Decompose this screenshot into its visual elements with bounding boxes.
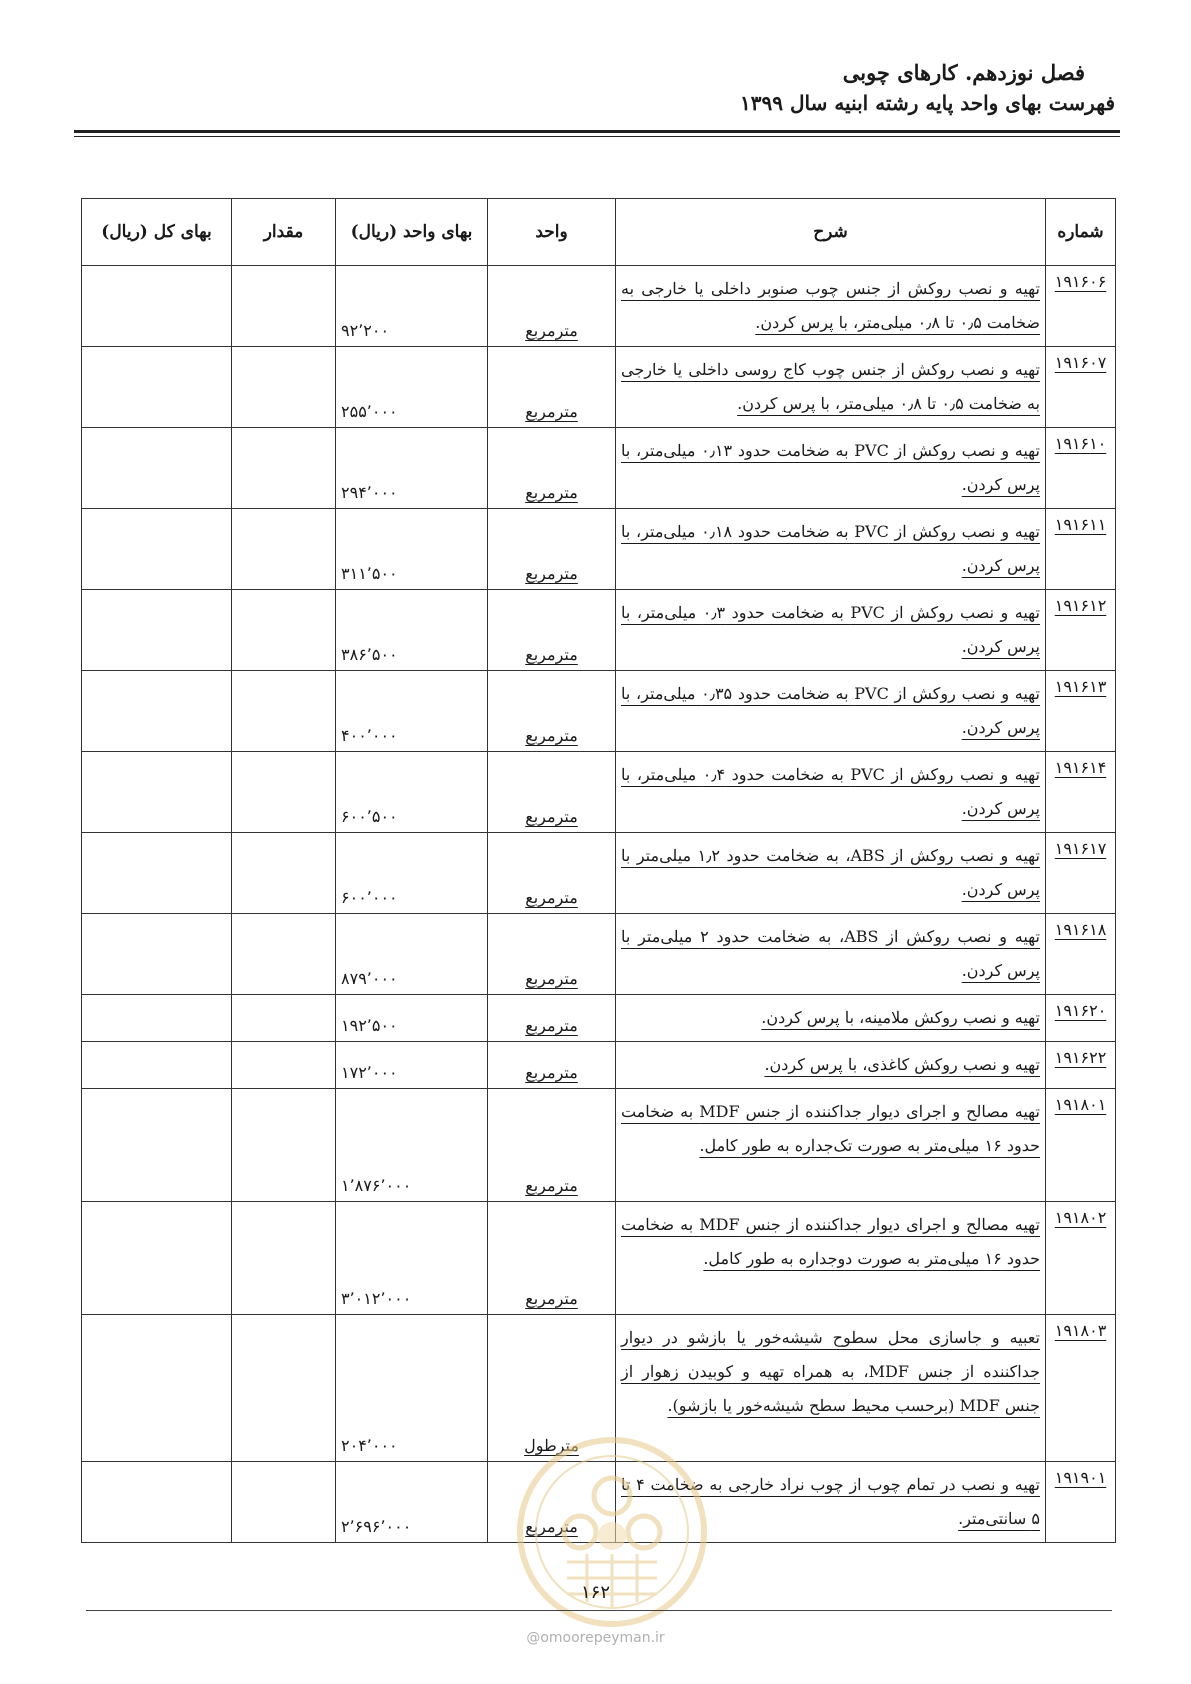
- item-unit-price: ۴۰۰٬۰۰۰: [336, 671, 488, 752]
- item-unit: مترمربع: [525, 321, 578, 340]
- item-unit-price: ۸۷۹٬۰۰۰: [336, 914, 488, 995]
- cell-description: [616, 266, 1046, 347]
- header-rule-thin: [74, 136, 1120, 137]
- cell-unit: [488, 1042, 616, 1089]
- item-description: تهیه مصالح و اجرای دیوار جداکننده از جنس MDF به ضخامت حدود ۱۶ میلی‌متر به صورت تک‌جداره به طور کامل.: [621, 1102, 1040, 1155]
- cell-description: [616, 1042, 1046, 1089]
- item-code: ۱۹۱۶۱۱: [1054, 515, 1107, 534]
- cell-code: [1046, 833, 1116, 914]
- price-list-title: فهرست بهای واحد پایه رشته ابنیه سال ۱۳۹۹: [740, 91, 1115, 115]
- cell-code: [1046, 590, 1116, 671]
- cell-description: [616, 1202, 1046, 1315]
- item-code: ۱۹۱۹۰۱: [1054, 1468, 1107, 1487]
- item-description: تهیه و نصب روکش از PVC به ضخامت حدود ۰٫۱۸ میلی‌متر، با پرس کردن.: [621, 522, 1041, 575]
- item-total-price: [82, 1202, 232, 1315]
- cell-code: [1046, 671, 1116, 752]
- table-row: [82, 833, 1116, 914]
- cell-unit: [488, 833, 616, 914]
- table-header-row: [82, 199, 1116, 266]
- item-quantity: [232, 347, 336, 428]
- item-total-price: [82, 1462, 232, 1543]
- item-description: تهیه و نصب روکش از ABS، به ضخامت حدود ۱٫۲ میلی‌متر با پرس کردن.: [621, 846, 1041, 899]
- column-header-description: شرح: [616, 199, 1046, 266]
- cell-unit: [488, 1202, 616, 1315]
- item-unit-price: ۱۹۲٬۵۰۰: [336, 995, 488, 1042]
- footer-rule: [86, 1610, 1112, 1611]
- item-unit: مترطول: [524, 1436, 579, 1455]
- item-description: تهیه و نصب روکش از جنس چوب صنوبر داخلی یا خارجی به ضخامت ۰٫۵ تا ۰٫۸ میلی‌متر، با پرس کردن.: [621, 279, 1040, 332]
- cell-description: [616, 428, 1046, 509]
- column-header-total-price: بهای کل (ریال): [82, 199, 232, 266]
- item-quantity: [232, 266, 336, 347]
- table-row: [82, 428, 1116, 509]
- table-row: [82, 590, 1116, 671]
- cell-code: [1046, 347, 1116, 428]
- item-code: ۱۹۱۸۰۳: [1054, 1321, 1107, 1340]
- item-total-price: [82, 752, 232, 833]
- item-unit: مترمربع: [525, 726, 578, 745]
- item-unit: مترمربع: [525, 483, 578, 502]
- cell-unit: [488, 914, 616, 995]
- cell-code: [1046, 752, 1116, 833]
- item-unit: مترمربع: [525, 1016, 578, 1035]
- item-total-price: [82, 1089, 232, 1202]
- column-header-unit: واحد: [488, 199, 616, 266]
- website-link[interactable]: @omoorepeyman.ir: [526, 1630, 665, 1646]
- cell-code: [1046, 1202, 1116, 1315]
- item-description: تهیه و نصب روکش از PVC به ضخامت حدود ۰٫۳ میلی‌متر، با پرس کردن.: [621, 603, 1041, 656]
- item-unit-price: ۳٬۰۱۲٬۰۰۰: [336, 1202, 488, 1315]
- table-row: [82, 752, 1116, 833]
- cell-unit: [488, 509, 616, 590]
- cell-code: [1046, 1089, 1116, 1202]
- item-description: تعبیه و جاسازی محل سطوح شیشه‌خور یا بازشو در دیوار جداکننده از جنس MDF، به همراه تهیه و کوبیدن زهوار از جنس MDF (برحسب محیط سطح شیشه‌خور یا بازشو).: [621, 1328, 1041, 1415]
- item-total-price: [82, 1315, 232, 1462]
- item-quantity: [232, 671, 336, 752]
- item-total-price: [82, 509, 232, 590]
- item-code: ۱۹۱۶۱۳: [1054, 677, 1107, 696]
- item-unit: مترمربع: [525, 1517, 578, 1536]
- cell-unit: [488, 590, 616, 671]
- column-header-code: شماره: [1046, 199, 1116, 266]
- item-description: تهیه و نصب روکش از جنس چوب کاج روسی داخلی یا خارجی به ضخامت ۰٫۵ تا ۰٫۸ میلی‌متر، با پرس کردن.: [621, 360, 1040, 413]
- item-total-price: [82, 428, 232, 509]
- cell-code: [1046, 509, 1116, 590]
- item-total-price: [82, 590, 232, 671]
- column-header-quantity: مقدار: [232, 199, 336, 266]
- cell-code: [1046, 1462, 1116, 1543]
- cell-code: [1046, 914, 1116, 995]
- item-code: ۱۹۱۶۰۷: [1054, 353, 1107, 372]
- item-unit-price: ۳۱۱٬۵۰۰: [336, 509, 488, 590]
- item-unit: مترمربع: [525, 1176, 578, 1195]
- item-quantity: [232, 590, 336, 671]
- table-row: [82, 347, 1116, 428]
- item-unit: مترمربع: [525, 807, 578, 826]
- table-row: [82, 914, 1116, 995]
- table-row: [82, 509, 1116, 590]
- item-code: ۱۹۱۸۰۱: [1054, 1095, 1107, 1114]
- cell-description: [616, 509, 1046, 590]
- item-unit: مترمربع: [525, 888, 578, 907]
- cell-unit: [488, 671, 616, 752]
- item-description: تهیه و نصب روکش از PVC به ضخامت حدود ۰٫۳۵ میلی‌متر، با پرس کردن.: [621, 684, 1041, 737]
- item-total-price: [82, 1042, 232, 1089]
- item-total-price: [82, 833, 232, 914]
- item-total-price: [82, 671, 232, 752]
- item-quantity: [232, 995, 336, 1042]
- cell-description: [616, 1089, 1046, 1202]
- chapter-title: فصل نوزدهم. کارهای چوبی: [842, 60, 1085, 85]
- cell-unit: [488, 347, 616, 428]
- item-quantity: [232, 509, 336, 590]
- item-unit-price: ۱۷۲٬۰۰۰: [336, 1042, 488, 1089]
- table-row: [82, 995, 1116, 1042]
- item-code: ۱۹۱۶۱۷: [1054, 839, 1107, 858]
- item-quantity: [232, 914, 336, 995]
- item-description: تهیه و نصب روکش از PVC به ضخامت حدود ۰٫۱۳ میلی‌متر، با پرس کردن.: [621, 441, 1041, 494]
- item-unit: مترمربع: [525, 1289, 578, 1308]
- item-code: ۱۹۱۸۰۲: [1054, 1208, 1107, 1227]
- item-code: ۱۹۱۶۱۸: [1054, 920, 1107, 939]
- cell-description: [616, 752, 1046, 833]
- item-total-price: [82, 347, 232, 428]
- item-unit: مترمربع: [525, 402, 578, 421]
- price-table: [81, 198, 1116, 1543]
- item-unit-price: ۲۰۴٬۰۰۰: [336, 1315, 488, 1462]
- item-quantity: [232, 1089, 336, 1202]
- item-description: تهیه و نصب در تمام چوب از چوب نراد خارجی به ضخامت ۴ تا ۵ سانتی‌متر.: [621, 1475, 1040, 1528]
- item-code: ۱۹۱۶۲۲: [1054, 1048, 1107, 1067]
- column-header-unit-price: بهای واحد (ریال): [336, 199, 488, 266]
- cell-description: [616, 995, 1046, 1042]
- item-description: تهیه و نصب روکش از ABS، به ضخامت حدود ۲ میلی‌متر با پرس کردن.: [621, 927, 1041, 980]
- item-quantity: [232, 1462, 336, 1543]
- cell-description: [616, 347, 1046, 428]
- item-quantity: [232, 1315, 336, 1462]
- item-quantity: [232, 1042, 336, 1089]
- cell-description: [616, 833, 1046, 914]
- item-description: تهیه مصالح و اجرای دیوار جداکننده از جنس MDF به ضخامت حدود ۱۶ میلی‌متر به صورت دوجداره به طور کامل.: [621, 1215, 1040, 1268]
- item-code: ۱۹۱۶۲۰: [1054, 1001, 1107, 1020]
- table-row: [82, 671, 1116, 752]
- item-description: تهیه و نصب روکش کاغذی، با پرس کردن.: [764, 1055, 1040, 1074]
- cell-code: [1046, 1315, 1116, 1462]
- cell-description: [616, 590, 1046, 671]
- item-total-price: [82, 995, 232, 1042]
- item-unit: مترمربع: [525, 564, 578, 583]
- item-unit-price: ۳۸۶٬۵۰۰: [336, 590, 488, 671]
- item-code: ۱۹۱۶۱۲: [1054, 596, 1107, 615]
- item-unit: مترمربع: [525, 645, 578, 664]
- item-code: ۱۹۱۶۱۴: [1054, 758, 1107, 777]
- item-unit-price: ۱٬۸۷۶٬۰۰۰: [336, 1089, 488, 1202]
- cell-code: [1046, 266, 1116, 347]
- item-unit-price: ۲۹۴٬۰۰۰: [336, 428, 488, 509]
- cell-unit: [488, 752, 616, 833]
- table-row: [82, 266, 1116, 347]
- item-quantity: [232, 752, 336, 833]
- table-row: [82, 1089, 1116, 1202]
- cell-description: [616, 671, 1046, 752]
- cell-code: [1046, 428, 1116, 509]
- item-code: ۱۹۱۶۱۰: [1054, 434, 1107, 453]
- item-description: تهیه و نصب روکش ملامینه، با پرس کردن.: [761, 1008, 1040, 1027]
- item-unit: مترمربع: [525, 969, 578, 988]
- item-total-price: [82, 914, 232, 995]
- item-quantity: [232, 833, 336, 914]
- cell-code: [1046, 1042, 1116, 1089]
- table-row: [82, 1042, 1116, 1089]
- item-quantity: [232, 428, 336, 509]
- item-unit-price: ۲۵۵٬۰۰۰: [336, 347, 488, 428]
- page-header: [740, 58, 1115, 118]
- cell-unit: [488, 995, 616, 1042]
- cell-description: [616, 914, 1046, 995]
- item-code: ۱۹۱۶۰۶: [1054, 272, 1107, 291]
- item-unit: مترمربع: [525, 1063, 578, 1082]
- item-quantity: [232, 1202, 336, 1315]
- cell-unit: [488, 428, 616, 509]
- item-description: تهیه و نصب روکش از PVC به ضخامت حدود ۰٫۴ میلی‌متر، با پرس کردن.: [621, 765, 1041, 818]
- item-unit-price: ۲٬۶۹۶٬۰۰۰: [336, 1462, 488, 1543]
- item-unit-price: ۶۰۰٬۰۰۰: [336, 833, 488, 914]
- cell-code: [1046, 995, 1116, 1042]
- item-unit-price: ۹۲٬۲۰۰: [336, 266, 488, 347]
- page-number: ۱۶۲: [580, 1582, 610, 1603]
- table-row: [82, 1202, 1116, 1315]
- cell-unit: [488, 1089, 616, 1202]
- header-rule-thick: [74, 130, 1120, 133]
- item-unit-price: ۶۰۰٬۵۰۰: [336, 752, 488, 833]
- item-total-price: [82, 266, 232, 347]
- cell-unit: [488, 266, 616, 347]
